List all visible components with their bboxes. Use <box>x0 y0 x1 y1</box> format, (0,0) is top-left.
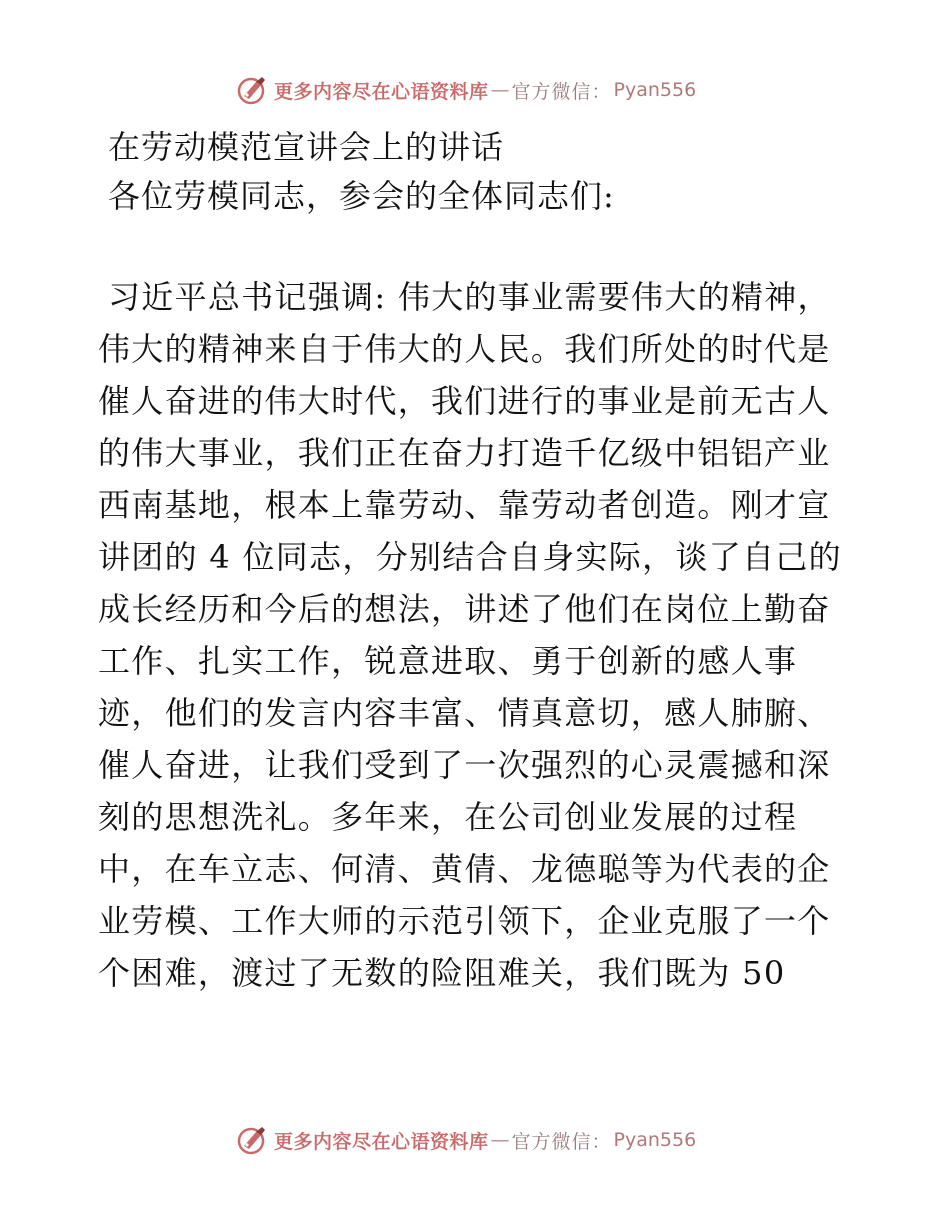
pen-logo-icon <box>236 74 268 106</box>
document-greeting: 各位劳模同志，参会的全体同志们: <box>108 177 615 215</box>
watermark-wechat-id: Pyan556 <box>613 79 697 101</box>
watermark-official-label: 官方微信： <box>511 80 612 103</box>
document-title: 在劳动模范宣讲会上的讲话 <box>108 128 505 166</box>
watermark-separator: — <box>490 1129 510 1151</box>
watermark-footer <box>236 1122 756 1158</box>
pen-logo-icon <box>236 1124 268 1156</box>
watermark-wechat-id: Pyan556 <box>613 1129 697 1151</box>
watermark-text: 更多内容尽在心语资料库 <box>274 80 489 103</box>
watermark-text: 更多内容尽在心语资料库 <box>274 1130 489 1153</box>
watermark-header <box>236 72 756 108</box>
document-body-paragraph: 习近平总书记强调: 伟大的事业需要伟大的精神，伟大的精神来自于伟大的人民。我们所处的时代是催人奋进的伟大时代，我们进行的事业是前无古人的伟大事业，我们正在奋力打造千亿级中铝铝产业西南基地，根本上靠劳动、靠劳动者创造。刚才宣讲团的 4 位同志，分别结合自身实际，谈了自己的成长经历和今后的想法，讲述了他们在岗位上勤奋工作、扎实工作，锐意进取、勇于创新的感人事迹，他们的发言内容丰富、情真意切，感人肺腑、催人奋进，让我们受到了一次强烈的心灵震撼和深刻的思想洗礼。多年来，在公司创业发展的过程中，在车立志、何清、黄倩、龙德聪等为代表的企业劳模、工作大师的示范引领下，企业克服了一个个困难，渡过了无数的险阻难关，我们既为 50 <box>98 278 842 992</box>
watermark-official-label: 官方微信： <box>511 1130 612 1153</box>
watermark-separator: — <box>490 79 510 101</box>
